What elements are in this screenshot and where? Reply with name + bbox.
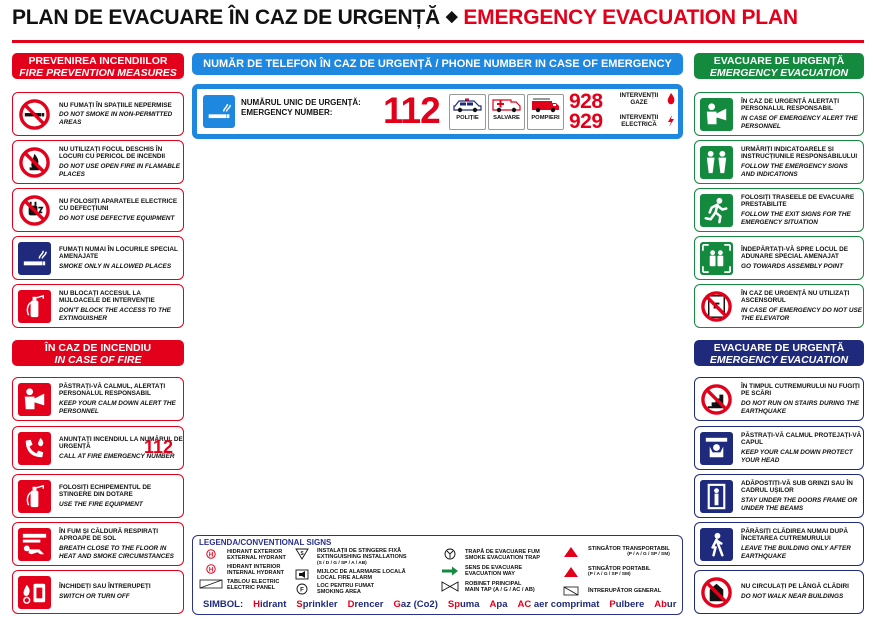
card-switch-off xyxy=(12,570,184,614)
legend-ro: LOC PENTRU FUMAT xyxy=(317,583,375,589)
in-case-of-fire-header-en: IN CASE OF FIRE xyxy=(54,354,142,366)
symbol-rest: uma xyxy=(460,599,480,610)
legend-ro: SENS DE EVACUARE xyxy=(465,565,523,571)
general-breaker-icon xyxy=(563,586,579,596)
legend-ro: HIDRANT EXTERIOR xyxy=(227,549,283,555)
symbol-hydrant xyxy=(253,599,286,610)
legend-ro: STINGĂTOR PORTABIL xyxy=(588,566,651,572)
card-en-text: DO NOT USE OPEN FIRE IN FLAMABLE PLACES xyxy=(59,163,181,178)
card-ro-text: PĂSTRAȚI-VĂ CALMUL, ALERTAȚI PERSONALUL RESPONSABIL xyxy=(59,382,166,398)
service-firefighters xyxy=(527,94,564,130)
card-ro-text: ÎN TIMPUL CUTREMURULUI NU FUGIȚI PE SCĂRI xyxy=(741,382,860,398)
electric-number: 929 xyxy=(569,110,603,133)
title-en: EMERGENCY EVACUATION PLAN xyxy=(463,6,798,29)
legend-en: ELECTRIC PANEL xyxy=(227,585,276,592)
card-assembly-point xyxy=(694,236,864,280)
title-ro: PLAN DE EVACUARE ÎN CAZ DE URGENȚĂ xyxy=(12,6,440,29)
card-no-open-fire xyxy=(12,140,184,184)
service-police-label: POLIȚIE xyxy=(456,115,479,121)
switch-off-icon xyxy=(18,576,51,609)
smoking-area-symbol-icon xyxy=(295,583,309,595)
symbol-water xyxy=(490,599,508,610)
card-no-defective-electric xyxy=(12,188,184,232)
card-en-text: CALL AT FIRE EMERGENCY NUMBER xyxy=(59,452,175,460)
legend-smoking-area xyxy=(317,583,374,596)
fire-truck-icon xyxy=(530,97,561,113)
external-hydrant-icon xyxy=(203,549,219,559)
evacuation-header-en: EMERGENCY EVACUATION xyxy=(709,354,849,366)
running-exit-icon xyxy=(700,194,733,227)
electric-panel-icon xyxy=(199,579,223,589)
symbol-letter: A xyxy=(489,599,497,610)
card-ro-text: PĂSTRAȚI-VĂ CALMUL PROTEJAȚI-VĂ CAPUL xyxy=(741,431,862,447)
evacuation-arrow-icon xyxy=(441,566,459,576)
card-en-text: DO NOT RUN ON STAIRS DURING THE EARTHQUAKE xyxy=(741,400,860,415)
card-ro-text: FUMAȚI NUMAI ÎN LOCURILE SPECIAL AMENAJATE xyxy=(59,245,178,261)
smoking-area-icon xyxy=(18,242,51,275)
legend-external-hydrant xyxy=(227,549,286,562)
portable-extinguisher-icon xyxy=(563,566,579,578)
card-alert-personnel-evac xyxy=(694,92,864,136)
emergency-label-ro: NUMĂRUL UNIC DE URGENȚĂ: xyxy=(241,98,361,107)
legend-codes: (P / A / G / SP / SM) xyxy=(627,552,670,558)
card-en-text: LEAVE THE BUILDING ONLY AFTER EARTHQUAKE xyxy=(741,545,851,560)
door-frame-icon xyxy=(700,480,733,513)
svg-text:S: S xyxy=(300,551,304,557)
evacuation-header-ro: EVACUARE DE URGENȚĂ xyxy=(713,342,845,354)
card-en-text: IN CASE OF EMERGENCY DO NOT USE THE ELEVATOR xyxy=(741,307,862,322)
evacuation-header-en: EMERGENCY EVACUATION xyxy=(709,67,849,79)
svg-text:F: F xyxy=(300,587,304,594)
card-en-text: SMOKE ONLY IN ALLOWED PLACES xyxy=(59,262,172,270)
no-elevator-icon xyxy=(700,290,733,323)
symbol-letter: Sp xyxy=(447,599,460,610)
card-ro-text: NU CIRCULAȚI PE LÂNGĂ CLĂDIRI xyxy=(741,583,849,591)
legend-en: SMOKE EVACUATION TRAP xyxy=(465,555,540,562)
lightning-icon xyxy=(666,114,676,126)
symbol-letter: Ab xyxy=(654,599,667,610)
card-en-text: FOLLOW THE EXIT SIGNS FOR THE EMERGENCY SITUATION xyxy=(741,211,851,226)
card-ro-text: ÎN CAZ DE URGENȚĂ ALERTAȚI PERSONALUL RESPONSABIL xyxy=(741,97,839,113)
police-car-icon xyxy=(452,97,483,113)
symbol-letter: S xyxy=(296,599,303,610)
transportable-extinguisher-icon xyxy=(563,546,579,558)
service-police xyxy=(449,94,486,130)
card-no-elevator xyxy=(694,284,864,328)
emergency-number-badge: 112 xyxy=(143,437,173,457)
legend-electric-panel xyxy=(227,579,279,592)
card-ro-text: ÎN CAZ DE URGENȚĂ NU UTILIZAȚI ASCENSORUL xyxy=(741,289,850,305)
legend-fixed-installations xyxy=(317,548,407,567)
symbol-letter: H xyxy=(253,599,260,610)
smoke-trap-icon xyxy=(443,548,457,560)
legend-en: EVACUATION WAY xyxy=(465,571,515,578)
legend-en: INTERNAL HYDRANT xyxy=(227,570,285,577)
alert-personnel-icon xyxy=(18,383,51,416)
card-call-emergency xyxy=(12,426,184,470)
legend-ro: TRAPĂ DE EVACUARE FUM xyxy=(465,549,540,555)
megaphone-icon xyxy=(700,98,733,131)
no-defective-electric-icon xyxy=(18,194,51,227)
symbol-rest: rencer xyxy=(354,599,384,610)
legend-title: LEGENDA/CONVENTIONAL SIGNS xyxy=(199,538,332,547)
legend-ro: ROBINET PRINCIPAL xyxy=(465,581,522,587)
legend-ro: MIJLOC DE ALARMARE LOCALĂ xyxy=(317,569,406,575)
no-smoking-icon xyxy=(18,98,51,131)
card-extinguisher-access xyxy=(12,284,184,328)
phone-header: NUMĂR DE TELEFON ÎN CAZ DE URGENȚĂ / PHONE NUMBER IN CASE OF EMERGENCY xyxy=(192,53,683,75)
no-stairs-icon xyxy=(700,383,733,416)
card-follow-signs xyxy=(694,140,864,184)
service-firefighters-label: POMPIERI xyxy=(531,115,560,121)
symbol-foam xyxy=(448,599,480,610)
legend-en: SMOKING AREA xyxy=(317,589,361,596)
legend-en: MAIN TAP xyxy=(465,587,492,594)
card-no-walk-near-buildings xyxy=(694,570,864,614)
crawl-smoke-icon xyxy=(18,528,51,561)
legend-codes: (A / G / AC / AB) xyxy=(493,587,535,594)
card-en-text: KEEP YOUR CALM DOWN PROTECT YOUR HEAD xyxy=(741,449,853,464)
symbol-letter: D xyxy=(347,599,355,610)
card-ro-text: ÎNDEPĂRTAȚI-VĂ SPRE LOCUL DE ADUNARE SPECIAL AMENAJAT xyxy=(741,245,848,261)
legend-box xyxy=(192,535,683,615)
card-en-text: DO NOT SMOKE IN NON-PERMITTED AREAS xyxy=(59,111,173,126)
symbol-sprinkler xyxy=(296,599,337,610)
electric-label: INTERVENȚII ELECTRICĂ xyxy=(619,114,659,128)
fire-prevention-header-en: FIRE PREVENTION MEASURES xyxy=(19,67,177,79)
card-ro-text: ADĂPOSTIȚI-VĂ SUB GRINZI SAU ÎN CADRUL UȘILOR xyxy=(741,479,853,495)
card-en-text: DO NOT WALK NEAR BUILDINGS xyxy=(741,593,844,600)
emergency-number-box xyxy=(192,84,683,139)
people-guide-icon xyxy=(700,146,733,179)
card-ro-text: ANUNȚAȚI INCENDIUL LA NUMĂRUL DE URGENȚĂ xyxy=(59,435,183,451)
assembly-point-icon xyxy=(700,242,733,275)
card-en-text: USE THE FIRE EQUIPMENT xyxy=(59,500,143,508)
symbol-letter: P xyxy=(609,599,616,610)
in-case-of-fire-header-ro: ÎN CAZ DE INCENDIU xyxy=(44,342,152,354)
card-en-text: GO TOWARDS ASSEMBLY POINT xyxy=(741,262,844,270)
legend-en: EXTERNAL HYDRANT xyxy=(227,555,286,562)
card-en-text: STAY UNDER THE DOORS FRAME OR UNDER THE BEAMS xyxy=(741,497,858,512)
legend-en: EXTINGUISHING INSTALLATIONS xyxy=(317,554,407,561)
legend-internal-hydrant xyxy=(227,564,284,577)
symbol-rest: az (Co2) xyxy=(400,599,438,610)
emergency-number-label xyxy=(241,98,361,118)
fixed-installation-icon xyxy=(295,548,309,560)
card-ro-text: ÎNCHIDEȚI SAU ÎNTRERUPEȚI xyxy=(59,583,151,591)
symbol-rest: prinkler xyxy=(302,599,338,610)
card-en-text: FOLLOW THE EMERGENCY SIGNS AND INDICATIONS xyxy=(741,163,848,178)
gas-number: 928 xyxy=(569,90,603,113)
symbol-row xyxy=(203,599,676,610)
evacuation-header-navy xyxy=(694,340,864,366)
card-ro-text: FOLOSIȚI TRASEELE DE EVACUARE PRESTABILITE xyxy=(741,193,855,209)
svg-text:H: H xyxy=(208,552,214,559)
service-ambulance-label: SALVARE xyxy=(493,115,520,121)
legend-ro: ÎNTRERUPĂTOR GENERAL xyxy=(588,588,662,594)
legend-general-breaker xyxy=(588,588,661,594)
symbol-rest: ulbere xyxy=(615,599,645,610)
legend-codes: (S / D / G / SP / A / AB) xyxy=(317,560,367,566)
legend-evacuation-way xyxy=(465,565,522,578)
card-ro-text: FOLOSIȚI ECHIPEMENTUL DE STINGERE DIN DOTARE xyxy=(59,483,152,499)
emergency-label-en: EMERGENCY NUMBER: xyxy=(241,108,333,117)
card-alert-personnel xyxy=(12,377,184,421)
card-en-text: DON'T BLOCK THE ACCESS TO THE EXTINGUISHER xyxy=(59,307,171,322)
legend-smoke-trap xyxy=(465,549,540,562)
extinguisher-icon xyxy=(18,290,51,323)
in-case-of-fire-header xyxy=(12,340,184,366)
smoking-area-icon xyxy=(203,95,235,128)
symbol-rest: pa xyxy=(496,599,508,610)
evacuation-header-ro: EVACUARE DE URGENȚĂ xyxy=(713,55,845,67)
card-leave-building xyxy=(694,522,864,566)
card-en-text: KEEP YOUR CALM DOWN ALERT THE PERSONNEL xyxy=(59,400,176,415)
evacuation-header-green xyxy=(694,53,864,79)
legend-main-tap xyxy=(465,581,535,594)
card-protect-head xyxy=(694,426,864,470)
card-ro-text: NU FOLOSIȚI APARATELE ELECTRICE CU DEFECȚIUNI xyxy=(59,197,178,213)
no-open-fire-icon xyxy=(18,146,51,179)
card-use-fire-equipment xyxy=(12,474,184,518)
service-ambulance xyxy=(488,94,525,130)
svg-text:H: H xyxy=(208,567,214,574)
card-no-smoking xyxy=(12,92,184,136)
card-en-text: IN CASE OF EMERGENCY ALERT THE PERSONNEL xyxy=(741,115,858,130)
fire-phone-icon xyxy=(18,432,51,465)
legend-local-alarm xyxy=(317,569,406,582)
legend-ro: STINGĂTOR TRANSPORTABIL xyxy=(588,546,670,552)
title-separator: ◆ xyxy=(446,8,458,25)
symbol-drencer xyxy=(348,599,384,610)
internal-hydrant-icon xyxy=(203,564,219,574)
fire-prevention-header xyxy=(12,53,184,79)
legend-en: LOCAL FIRE ALARM xyxy=(317,575,373,582)
fire-alarm-icon xyxy=(295,569,309,580)
legend-transportable-extinguisher xyxy=(588,546,670,559)
card-ro-text: PĂRĂSIȚI CLĂDIREA NUMAI DUPĂ ÎNCETAREA CUTREMURULUI xyxy=(741,527,848,543)
card-no-stairs xyxy=(694,377,864,421)
card-en-text: BREATH CLOSE TO THE FLOOR IN HEAT AND SMOKE CIRCUMSTANCES xyxy=(59,545,174,560)
gas-label: INTERVENȚII GAZE xyxy=(619,92,659,106)
card-exit-routes xyxy=(694,188,864,232)
symbol-rest: idrant xyxy=(259,599,287,610)
legend-ro: TABLOU ELECTRIC xyxy=(227,579,280,585)
card-ro-text: NU BLOCAȚI ACCESUL LA MIJLOACELE DE INTERVENȚIE xyxy=(59,289,155,305)
symbol-steam xyxy=(654,599,676,610)
symbol-letter: G xyxy=(393,599,401,610)
card-en-text: SWITCH OR TURN OFF xyxy=(59,593,130,600)
symbol-letter: AC xyxy=(517,599,532,610)
symbol-rest: ur xyxy=(666,599,677,610)
symbol-powder xyxy=(609,599,644,610)
card-door-frame xyxy=(694,474,864,518)
fire-prevention-header-ro: PREVENIREA INCENDIILOR xyxy=(28,55,168,67)
title-divider xyxy=(12,40,864,43)
symbol-compressed-air xyxy=(518,599,600,610)
card-breath-close-floor xyxy=(12,522,184,566)
card-smoking-area xyxy=(12,236,184,280)
card-ro-text: URMĂRIȚI INDICATOARELE ȘI INSTRUCȚIUNILE RESPONSABILULUI xyxy=(741,145,858,161)
card-ro-text: ÎN FUM ȘI CĂLDURĂ RESPIRAȚI APROAPE DE SOL xyxy=(59,527,159,543)
card-ro-text: NU FUMAȚI ÎN SPAȚIILE NEPERMISE xyxy=(59,101,172,109)
card-en-text: DO NOT USE DEFECTVE EQUIPMENT xyxy=(59,214,175,222)
symbol-label: SIMBOL: xyxy=(203,599,244,610)
legend-ro: HIDRANT INTERIOR xyxy=(227,564,281,570)
card-ro-text: NU UTILIZAȚI FOCUL DESCHIS ÎN LOCURI CU PERICOL DE INCENDII xyxy=(59,145,166,161)
symbol-rest: aer comprimat xyxy=(531,599,600,610)
protect-head-icon xyxy=(700,432,733,465)
main-tap-icon xyxy=(441,581,459,592)
symbol-gas xyxy=(394,599,438,610)
legend-ro: INSTALAȚII DE STINGERE FIXĂ xyxy=(317,548,402,554)
ambulance-icon xyxy=(491,97,522,113)
page-title xyxy=(12,6,798,32)
leave-building-icon xyxy=(700,528,733,561)
no-walk-near-icon xyxy=(700,576,733,609)
emergency-number: 112 xyxy=(383,90,440,131)
legend-portable-extinguisher xyxy=(588,566,651,579)
fire-extinguisher-icon xyxy=(18,480,51,513)
legend-codes: (P / A / G / SP / SM) xyxy=(588,572,631,578)
flame-icon xyxy=(666,92,676,104)
